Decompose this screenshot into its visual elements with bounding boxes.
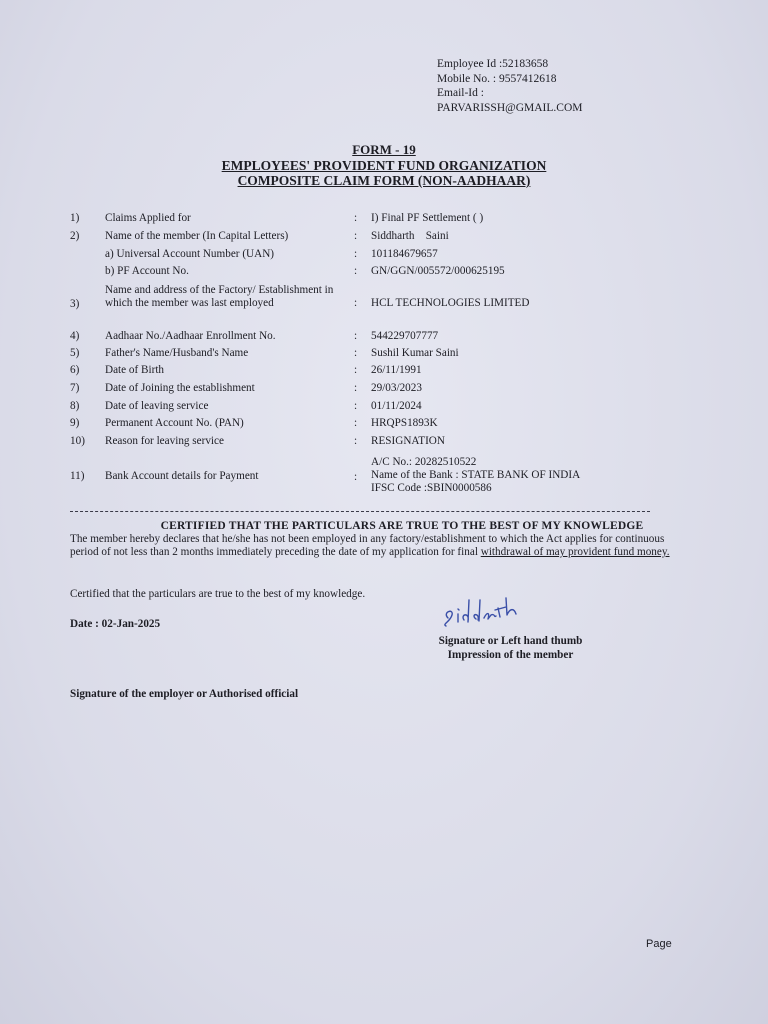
field-label: b) PF Account No. [105,265,189,277]
field-value: 01/11/2024 [371,400,422,412]
claim-title: COMPOSITE CLAIM FORM (NON-AADHAAR) [237,173,531,188]
field-row [0,284,768,326]
field-value: 26/11/1991 [371,364,422,376]
field-number: 2) [70,230,80,242]
field-value: 101184679657 [371,248,438,260]
field-colon: : [354,230,358,242]
mobile-number: Mobile No. : 9557412618 [437,72,557,85]
field-colon: : [354,347,358,359]
field-value: Siddharth Saini [371,230,449,242]
field-label: Father's Name/Husband's Name [105,347,249,359]
field-label: Date of Birth [105,364,165,376]
certified-statement: Certified that the particulars are true to the best of my knowledge. [70,588,366,600]
field-colon: : [354,330,358,342]
field-value: GN/GGN/005572/000625195 [371,265,505,277]
field-number: 7) [70,382,80,394]
bank-details [371,456,671,495]
field-label: a) Universal Account Number (UAN) [105,248,275,260]
field-value: I) Final PF Settlement ( ) [371,212,484,224]
field-label: Bank Account details for Payment [105,470,259,482]
member-declaration [70,533,670,559]
field-colon: : [354,297,358,309]
employee-id: Employee Id :52183658 [437,58,549,70]
field-number: 1) [70,212,80,224]
field-colon: : [354,417,358,429]
form-title-block [0,142,768,189]
form-number: FORM - 19 [352,142,416,157]
field-value: HRQPS1893K [371,417,438,429]
declaration-text: The member hereby declares that he/she has not been employed in any factory/establishment to which the Act applies for continuous period of not less than 2 months immediately preceding the date of my application for final [70,533,665,558]
org-title: EMPLOYEES' PROVIDENT FUND ORGANIZATION [221,157,547,173]
page-label: Page [646,938,672,950]
field-colon: : [354,400,358,412]
member-signature-line1: Signature or Left hand thumb [438,635,583,647]
email-label: Email-Id : [437,87,484,99]
field-value: 29/03/2023 [371,382,422,394]
field-label: Date of leaving service [105,400,209,412]
employee-info-block [437,57,582,115]
field-number: 11) [70,470,85,482]
field-number: 9) [70,417,80,429]
field-colon: : [354,364,358,376]
claim-date: Date : 02-Jan-2025 [70,618,161,630]
field-number: 10) [70,435,85,447]
field-number: 4) [70,330,80,342]
employer-signature-caption: Signature of the employer or Authorised official [70,688,299,700]
field-label: Name of the member (In Capital Letters) [105,230,289,242]
field-label: Reason for leaving service [105,435,224,447]
member-signature-caption [428,634,593,662]
declaration-text-underlined: withdrawal of may provident fund money. [480,546,670,558]
field-colon: : [354,435,358,447]
field-number: 6) [70,364,80,376]
field-colon: : [354,265,358,277]
field-colon: : [354,382,358,394]
field-label: Date of Joining the establishment [105,382,255,394]
dashed-divider [70,511,650,512]
field-number: 5) [70,347,80,359]
member-signature-line2: Impression of the member [447,649,574,661]
field-label: Name and address of the Factory/ Establishment in which the member was last employed [105,284,334,309]
field-row-bank [0,456,768,498]
field-number: 8) [70,400,80,412]
field-label: Aadhaar No./Aadhaar Enrollment No. [105,330,276,342]
field-label: Claims Applied for [105,212,191,224]
field-value: Sushil Kumar Saini [371,347,459,359]
field-value: RESIGNATION [371,435,445,447]
field-colon: : [354,248,358,260]
email-value: PARVARISSH@GMAIL.COM [437,101,583,114]
bank-ifsc: IFSC Code :SBIN0000586 [371,482,492,494]
member-signature [440,588,540,634]
field-colon: : [354,471,358,483]
certification-heading: CERTIFIED THAT THE PARTICULARS ARE TRUE TO THE BEST OF MY KNOWLEDGE [160,520,644,532]
field-value: HCL TECHNOLOGIES LIMITED [371,297,530,309]
field-colon: : [354,212,358,224]
field-value: 544229707777 [371,330,439,342]
field-label: Permanent Account No. (PAN) [105,417,244,429]
field-number: 3) [70,298,80,310]
bank-name: Name of the Bank : STATE BANK OF INDIA [371,469,581,481]
bank-account-number: A/C No.: 20282510522 [371,456,477,468]
